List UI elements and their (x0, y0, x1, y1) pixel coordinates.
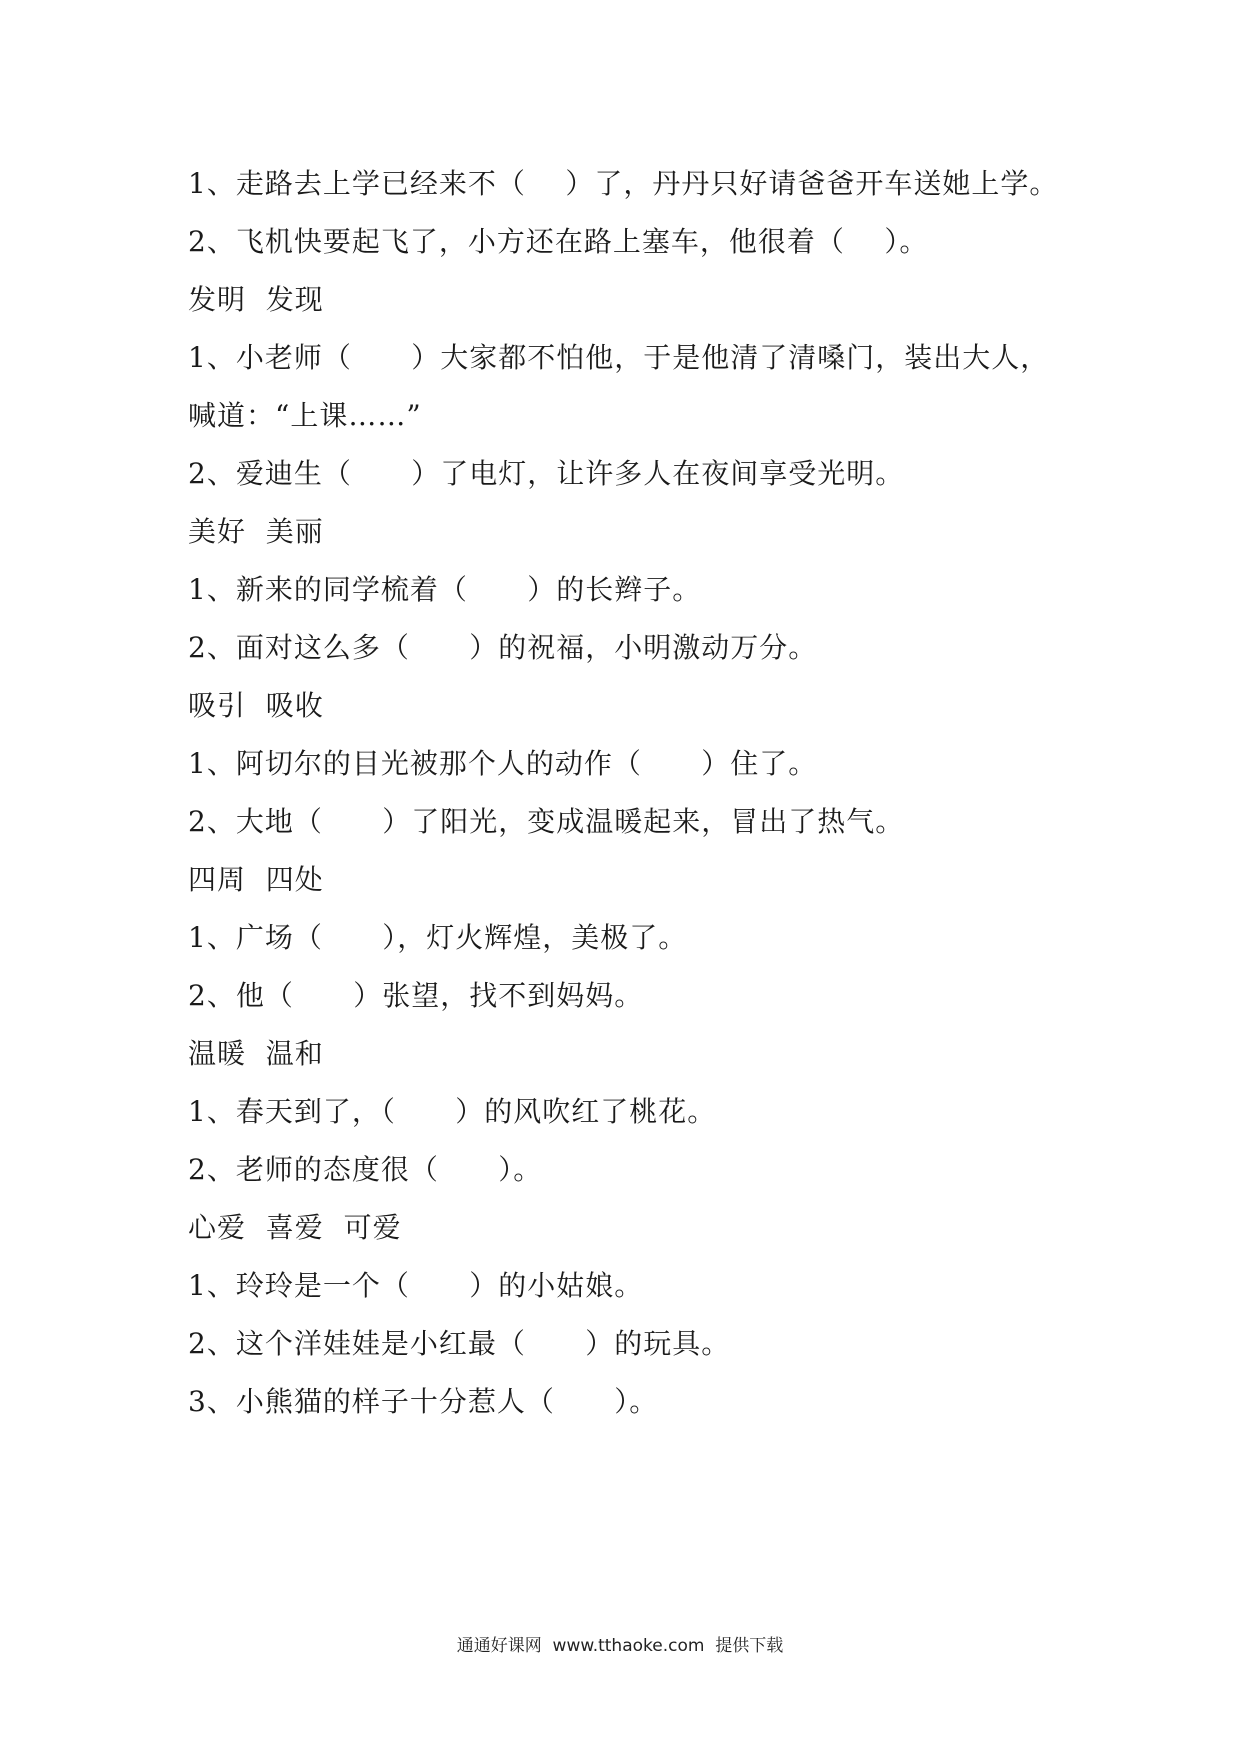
word-pair-heading: 温暖 温和 (188, 1037, 324, 1070)
word-pair-heading: 四周 四处 (188, 863, 324, 896)
question-line: 2、爱迪生（ ）了电灯，让许多人在夜间享受光明。 (188, 457, 905, 490)
word-pair-heading: 发明 发现 (188, 283, 324, 316)
question-line: 1、小老师（ ）大家都不怕他，于是他清了清嗓门，装出大人， (188, 341, 1050, 374)
question-line: 2、面对这么多（ ）的祝福，小明激动万分。 (188, 631, 818, 664)
question-line: 1、广场（ ），灯火辉煌，美极了。 (188, 921, 688, 954)
question-line: 1、玲玲是一个（ ）的小姑娘。 (188, 1269, 644, 1302)
question-line: 2、飞机快要起飞了，小方还在路上塞车，他很着（ ）。 (188, 225, 929, 258)
word-group-heading: 心爱 喜爱 可爱 (188, 1211, 402, 1244)
question-line: 1、春天到了，（ ）的风吹红了桃花。 (188, 1095, 717, 1128)
question-line: 2、这个洋娃娃是小红最（ ）的玩具。 (188, 1327, 731, 1360)
word-pair-heading: 美好 美丽 (188, 515, 324, 548)
question-line: 1、阿切尔的目光被那个人的动作（ ）住了。 (188, 747, 818, 780)
question-line: 2、大地（ ）了阳光，变成温暖起来，冒出了热气。 (188, 805, 905, 838)
word-pair-heading: 吸引 吸收 (188, 689, 324, 722)
page-footer: 通通好课网 www.tthaoke.com 提供下载 (456, 1636, 784, 1656)
question-line-continuation: 喊道：“上课……” (188, 399, 422, 432)
question-line: 3、小熊猫的样子十分惹人（ ）。 (188, 1385, 659, 1418)
question-line: 2、他（ ）张望，找不到妈妈。 (188, 979, 644, 1012)
question-line: 2、老师的态度很（ ）。 (188, 1153, 543, 1186)
question-line: 1、新来的同学梳着（ ）的长辫子。 (188, 573, 702, 606)
question-line: 1、走路去上学已经来不（ ）了，丹丹只好请爸爸开车送她上学。 (188, 167, 1059, 200)
